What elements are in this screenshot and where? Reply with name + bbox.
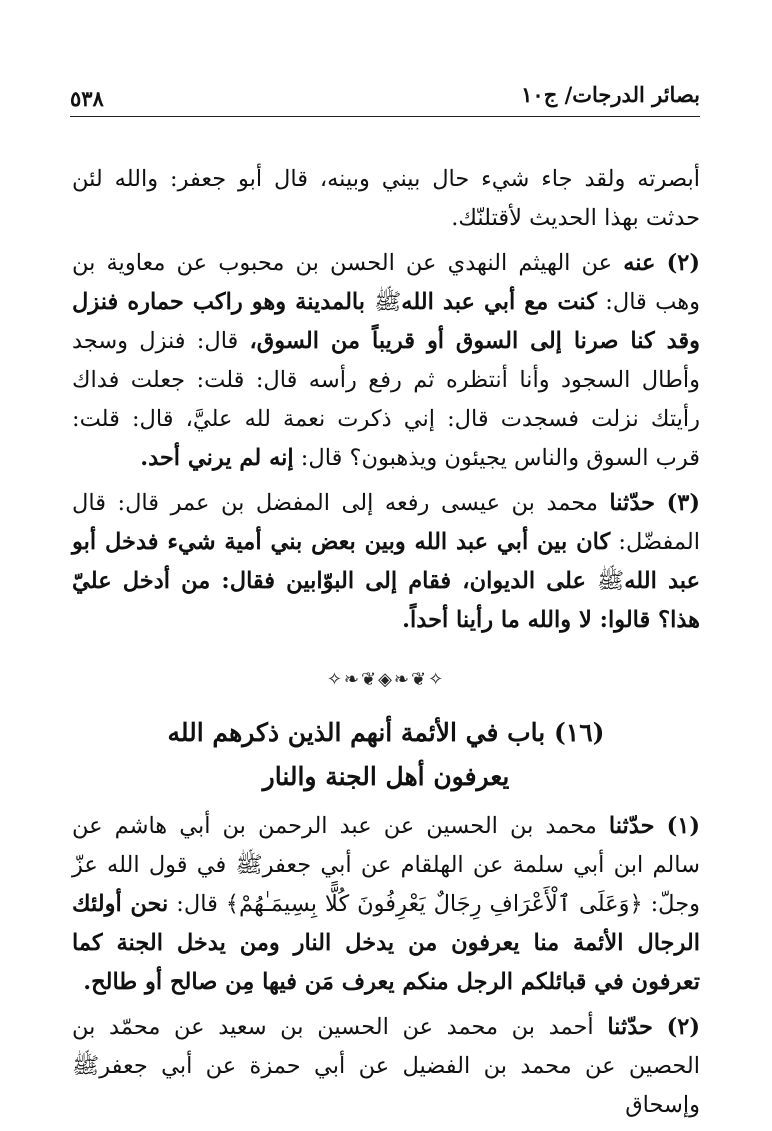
text-segment: كنت مع أبي عبد الله — [401, 289, 597, 315]
text-segment: أحمد بن محمد عن الحسين بن سعيد عن محمّد بن الحصين عن محمد بن الفضيل عن أبي حمزة عن أبي جعفر — [72, 1014, 700, 1079]
text-segment: كان بين أبي عبد الله وبين بعض بني أمية شيء فدخل أبو عبد الله — [72, 529, 701, 594]
page-number: ٥٣٨ — [70, 86, 104, 111]
text-segment: حدّثنا — [608, 813, 655, 839]
chapter-title-line-1: (١٦) باب في الأئمة أنهم الذين ذكرهم الله — [167, 718, 605, 747]
page-body — [72, 160, 700, 1131]
text-segment: قال: فنزل وسجد وأطال السجود وأنا أنتظره ثم رفع رأسه قال: قلت: جعلت فداك رأيتك نزلت فسجدت قال: إني ذكرت نعمة لله عليَّ، قال: قلت: قرب السوق والناس يجيئون ويذهبون؟ قال: — [72, 328, 700, 471]
chapter-hadith-1 — [72, 807, 700, 1002]
chapter-hadith-2 — [72, 1008, 700, 1125]
text-segment: حدّثنا — [609, 490, 656, 516]
running-header — [70, 82, 700, 117]
honorific-glyph: ﷺ — [235, 852, 263, 878]
text-segment: على الديوان، فقام إلى البوّابين فقال: من أدخل عليّ هذا؟ قالوا: لا والله ما رأينا أحداً. — [72, 568, 700, 633]
hadith-number: (٢) — [666, 250, 700, 276]
text-segment: عنه — [623, 250, 656, 276]
paragraph-continuation — [72, 160, 700, 238]
running-title: بصائر الدرجات/ ج١٠ — [521, 82, 700, 107]
quran-verse-segment: في قول الله عزّ وجلّ: ﴿وَعَلَى ٱلْأَعْرَافِ رِجَالٌ يَعْرِفُونَ كُلًّا بِسِيمَـٰهُمْ﴾ قال: — [72, 852, 700, 917]
honorific-glyph: ﷺ — [72, 1053, 100, 1079]
text-segment: بالمدينة وهو راكب حماره فنزل وقد كنا صرنا إلى السوق أو قريباً من السوق، — [72, 289, 701, 354]
text-segment: حدّثنا — [607, 1014, 653, 1040]
honorific-glyph: ﷺ — [597, 568, 625, 594]
honorific-glyph: ﷺ — [374, 289, 402, 315]
chapter-title — [72, 711, 700, 799]
text-segment: وإسحاق — [625, 1092, 700, 1118]
hadith-number: (٣) — [666, 490, 700, 516]
text-segment: أبصرته ولقد جاء شيء حال بيني وبينه، قال أبو جعفر: والله لئن حدثت بهذا الحديث لأقتلنّك. — [72, 166, 700, 231]
chapter-title-line-2: يعرفون أهل الجنة والنار — [262, 762, 510, 791]
hadith-paragraph-3 — [72, 484, 700, 640]
text-segment: نحن أولئك الرجال الأئمة منا يعرفون من يدخل النار ومن يدخل الجنة كما تعرفون في قبائلكم الرجل منكم يعرف مَن فيها مِن صالح أو طالح. — [72, 891, 700, 995]
ornament-divider: ✧❦❧◈❦❧✧ — [326, 669, 446, 690]
hadith-number: (٢) — [666, 1014, 700, 1040]
text-segment: محمد بن الحسين عن عبد الرحمن بن أبي هاشم عن سالم ابن أبي سلمة عن الهلقام عن أبي جعفر — [72, 813, 700, 878]
hadith-paragraph-2 — [72, 244, 700, 478]
text-segment: محمد بن عيسى رفعه إلى المفضل بن عمر قال: قال المفضّل: — [72, 490, 700, 555]
hadith-number: (١) — [666, 813, 700, 839]
text-segment: عن الهيثم النهدي عن الحسن بن محبوب عن معاوية بن وهب قال: — [72, 250, 700, 315]
text-segment: إنه لم يرني أحد. — [140, 445, 294, 471]
